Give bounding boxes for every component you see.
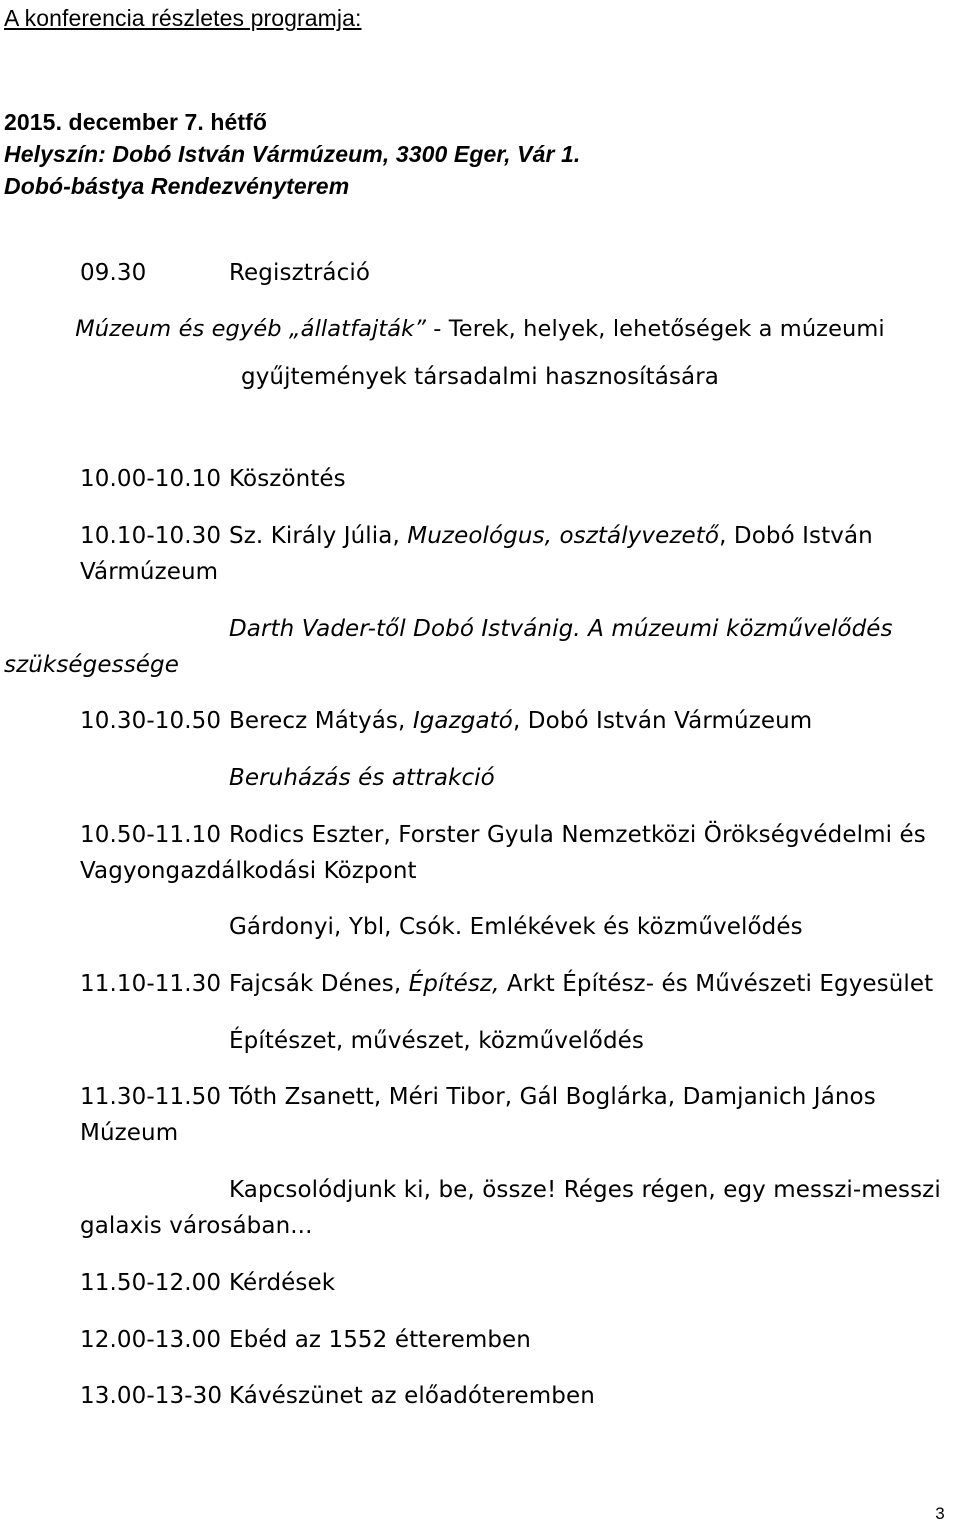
program-item-text: Ebéd az 1552 étteremben	[229, 1327, 531, 1353]
speaker-name: Berecz Mátyás,	[229, 708, 413, 734]
speaker-role: Igazgató	[412, 708, 513, 734]
theme-line-2: gyűjtemények társadalmi hasznosítására	[241, 364, 719, 390]
program-speaker: Rodics Eszter, Forster Gyula Nemzetközi Örökségvédelmi és	[229, 822, 926, 848]
program-speaker	[229, 969, 933, 999]
program-item-text: Köszöntés	[229, 466, 346, 492]
program-time: 11.10-11.30	[80, 971, 222, 997]
talk-title: Darth Vader-től Dobó Istvánig. A múzeumi közművelődés	[229, 616, 893, 642]
program-speaker	[229, 521, 873, 551]
program-time: 12.00-13.00	[80, 1327, 222, 1353]
theme-part-c: - Terek, helyek, lehetőségek a múzeumi	[426, 316, 885, 342]
speaker-role: Építész,	[408, 971, 500, 997]
talk-title-cont: szükségessége	[4, 652, 180, 678]
date-line: 2015. december 7. hétfő	[4, 109, 268, 135]
program-time: 13.00-13-30	[80, 1383, 223, 1409]
venue-text: Dobó István Vármúzeum, 3300 Eger, Vár 1.	[112, 141, 581, 167]
program-speaker	[229, 706, 812, 736]
program-speaker-cont: Vármúzeum	[80, 559, 219, 585]
venue-label: Helyszín:	[4, 141, 113, 167]
registration-time: 09.30	[80, 260, 147, 286]
talk-title: Építészet, művészet, közművelődés	[229, 1028, 645, 1054]
registration-label: Regisztráció	[229, 260, 371, 286]
theme-part-a: Múzeum és egyéb	[75, 316, 289, 342]
speaker-role: Muzeológus, osztályvezető	[407, 523, 720, 549]
speaker-org: , Dobó István Vármúzeum	[512, 708, 813, 734]
theme-line-1	[0, 314, 960, 344]
talk-title: Gárdonyi, Ybl, Csók. Emlékévek és közművelődés	[229, 914, 803, 940]
venue-room: Dobó-bástya Rendezvényterem	[4, 173, 350, 199]
speaker-org: Arkt Építész- és Művészeti Egyesület	[499, 971, 934, 997]
theme-part-b: „állatfajták”	[288, 316, 427, 342]
program-time: 10.30-10.50	[80, 708, 222, 734]
program-time: 10.10-10.30	[80, 523, 222, 549]
program-speaker-cont: Múzeum	[80, 1120, 179, 1146]
venue-line	[4, 139, 580, 169]
talk-title: Kapcsolódjunk ki, be, össze! Réges régen, egy messzi-messzi	[229, 1177, 941, 1203]
page-number: 3	[935, 1504, 945, 1523]
program-time: 11.50-12.00	[80, 1270, 222, 1296]
program-time: 10.00-10.10	[80, 466, 222, 492]
program-heading: A konferencia részletes programja:	[4, 5, 362, 31]
speaker-org: , Dobó István	[719, 523, 873, 549]
speaker-name: Fajcsák Dénes,	[229, 971, 409, 997]
program-speaker: Tóth Zsanett, Méri Tibor, Gál Boglárka, Damjanich János	[229, 1084, 876, 1110]
program-time: 11.30-11.50	[80, 1084, 222, 1110]
program-item-text: Kérdések	[229, 1270, 336, 1296]
speaker-name: Sz. Király Júlia,	[229, 523, 408, 549]
program-speaker-cont: Vagyongazdálkodási Központ	[80, 858, 417, 884]
talk-title: Beruházás és attrakció	[229, 765, 495, 791]
talk-title-cont: galaxis városában...	[80, 1213, 313, 1239]
program-time: 10.50-11.10	[80, 822, 222, 848]
program-item-text: Kávészünet az előadóteremben	[229, 1383, 595, 1409]
